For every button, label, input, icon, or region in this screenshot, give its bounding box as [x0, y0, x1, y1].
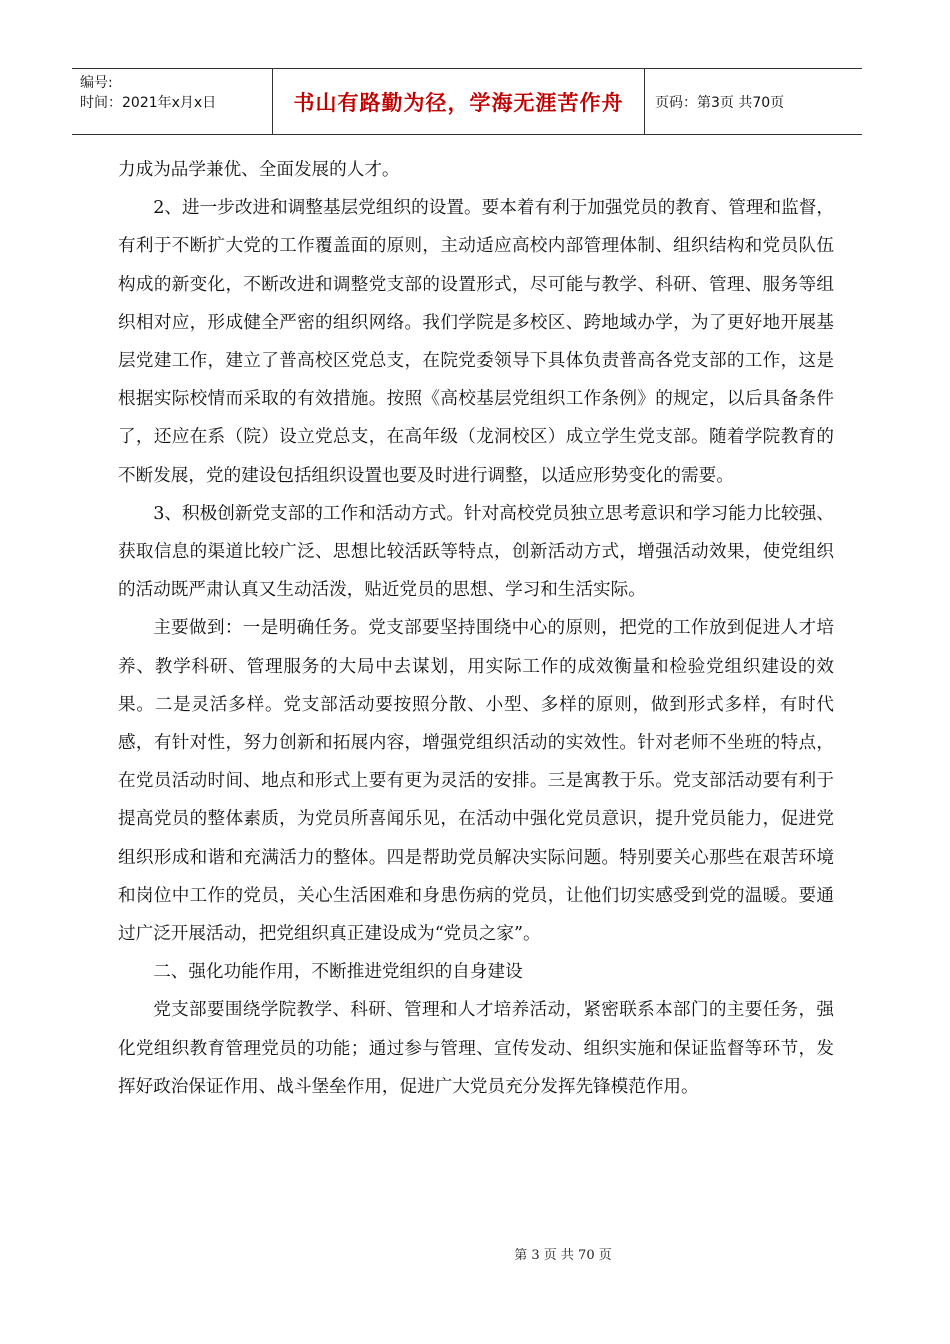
paragraph-item-3: 3、积极创新党支部的工作和活动方式。针对高校党员独立思考意识和学习能力比较强、获取信息的渠道比较广泛、思想比较活跃等特点，创新活动方式，增强活动效果，使党组织的活动既严肃认真又生动活泼，贴近党员的思想、学习和生活实际。	[118, 503, 834, 601]
page-footer: 第 3 页 共 70 页	[514, 1248, 612, 1263]
document-time-label: 时间：2021年x月x日	[80, 95, 217, 111]
document-number-label: 编号:	[80, 75, 113, 91]
paragraph-item-2: 2、进一步改进和调整基层党组织的设置。要本着有利于加强党员的教育、管理和监督，有利于不断扩大党的工作覆盖面的原则，主动适应高校内部管理体制、组织结构和党员队伍构成的新变化，不断改进和调整党支部的设置形式，尽可能与教学、科研、管理、服务等组织相对应，形成健全严密的组织网络。我们学院是多校区、跨地域办学，为了更好地开展基层党建工作，建立了普高校区党总支，在院党委领导下具体负责普高各党支部的工作，这是根据实际校情而采取的有效措施。按照《高校基层党组织工作条例》的规定，以后具备条件了，还应在系（院）设立党总支，在高年级（龙洞校区）成立学生党支部。随着学院教育的不断发展，党的建设包括组织设置也要及时进行调整，以适应形势变化的需要。	[118, 198, 834, 486]
paragraph-section-2-body: 党支部要围绕学院教学、科研、管理和人才培养活动，紧密联系本部门的主要任务，强化党组织教育管理党员的功能；通过参与管理、宣传发动、组织实施和保证监督等环节，发挥好政治保证作用、战斗堡垒作用，促进广大党员充分发挥先锋模范作用。	[118, 1000, 834, 1097]
header-motto: 书山有路勤为径，学海无涯苦作舟	[273, 69, 645, 134]
paragraph-continuation: 力成为品学兼优、全面发展的人才。	[118, 160, 400, 180]
document-body	[118, 151, 834, 1106]
header-page-number: 页码：第3页 共70页	[655, 94, 785, 111]
page-header	[72, 68, 862, 135]
header-meta	[72, 69, 273, 134]
section-heading-2: 二、强化功能作用，不断推进党组织的自身建设	[153, 962, 523, 983]
paragraph-main-points: 主要做到：一是明确任务。党支部要坚持围绕中心的原则，把党的工作放到促进人才培养、教学科研、管理服务的大局中去谋划，用实际工作的成效衡量和检验党组织建设的效果。二是灵活多样。党支部活动要按照分散、小型、多样的原则，做到形式多样，有时代感，有针对性，努力创新和拓展内容，增强党组织活动的实效性。针对老师不坐班的特点，在党员活动时间、地点和形式上要有更为灵活的安排。三是寓教于乐。党支部活动要有利于提高党员的整体素质，为党员所喜闻乐见，在活动中强化党员意识，提升党员能力，促进党组织形成和谐和充满活力的整体。四是帮助党员解决实际问题。特别要关心那些在艰苦环境和岗位中工作的党员，关心生活困难和身患伤病的党员，让他们切实感受到党的温暖。要通过广泛开展活动，把党组织真正建设成为“党员之家”。	[118, 618, 834, 945]
